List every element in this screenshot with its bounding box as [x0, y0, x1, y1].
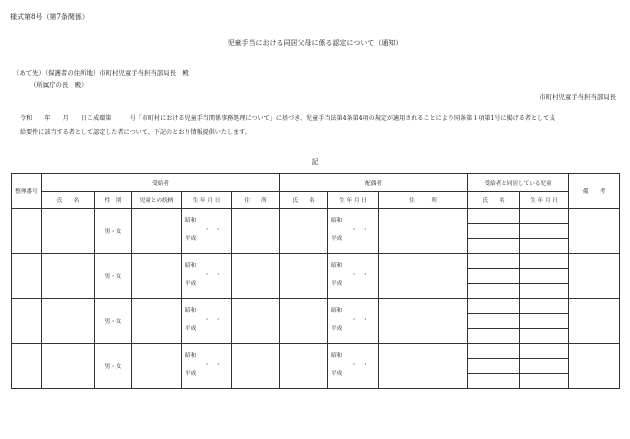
child-birthdate-cell[interactable] [520, 344, 569, 359]
recipient-form-table [11, 173, 620, 389]
date-separator: ・ ・ [351, 361, 369, 368]
child-birthdate-cell[interactable] [520, 329, 569, 344]
date-separator: ・ ・ [204, 361, 221, 368]
era-heisei-label: 平成 [185, 236, 197, 243]
header-child-name: 氏 名 [468, 192, 520, 209]
remarks-cell[interactable] [569, 209, 620, 254]
recipient-relation-cell[interactable] [132, 299, 182, 344]
child-name-cell[interactable] [468, 224, 520, 239]
recipient-birthdate-cell[interactable] [182, 254, 232, 299]
era-showa-label: 昭和 [185, 218, 197, 225]
date-separator: ・ ・ [204, 226, 221, 233]
recipient-sex-cell[interactable]: 男・女 [95, 209, 132, 254]
table-row [12, 209, 620, 224]
child-birthdate-cell[interactable] [520, 284, 569, 299]
era-heisei-label: 平成 [185, 326, 197, 333]
date-separator: ・ ・ [204, 316, 221, 323]
era-heisei-label: 平成 [331, 326, 343, 333]
spouse-name-cell[interactable] [280, 299, 328, 344]
era-showa-label: 昭和 [185, 263, 197, 270]
child-name-cell[interactable] [468, 359, 520, 374]
date-separator: ・ ・ [351, 271, 369, 278]
recipient-sex-cell[interactable]: 男・女 [95, 254, 132, 299]
spouse-birthdate-cell[interactable] [328, 299, 379, 344]
child-name-cell[interactable] [468, 329, 520, 344]
child-birthdate-cell[interactable] [520, 254, 569, 269]
recipient-name-cell[interactable] [42, 344, 95, 389]
spouse-birthdate-cell[interactable] [328, 254, 379, 299]
header-seiri-number: 整理番号 [12, 174, 42, 209]
date-separator: ・ ・ [351, 316, 369, 323]
table-header-row-1 [12, 174, 620, 192]
spouse-birthdate-cell[interactable] [328, 344, 379, 389]
child-birthdate-cell[interactable] [520, 314, 569, 329]
child-name-cell[interactable] [468, 239, 520, 254]
era-showa-label: 昭和 [331, 353, 343, 360]
spouse-address-cell[interactable] [379, 299, 468, 344]
header-recipient-relation: 児童との続柄 [132, 192, 182, 209]
header-child-birthdate: 生 年 月 日 [520, 192, 569, 209]
recipient-birthdate-cell[interactable] [182, 344, 232, 389]
header-spouse-group: 配偶者 [280, 174, 468, 192]
child-birthdate-cell[interactable] [520, 299, 569, 314]
header-remarks: 備 考 [569, 174, 620, 209]
recipient-relation-cell[interactable] [132, 209, 182, 254]
recipient-address-cell[interactable] [232, 254, 280, 299]
spouse-address-cell[interactable] [379, 209, 468, 254]
date-separator: ・ ・ [351, 226, 369, 233]
addressee-alt-line: （所属庁の長 殿） [30, 81, 88, 89]
era-heisei-label: 平成 [185, 281, 197, 288]
ki-label: 記 [311, 158, 319, 166]
spouse-name-cell[interactable] [280, 254, 328, 299]
child-birthdate-cell[interactable] [520, 209, 569, 224]
spouse-birthdate-cell[interactable] [328, 209, 379, 254]
header-spouse-name: 氏 名 [280, 192, 328, 209]
header-recipient-name: 氏 名 [42, 192, 95, 209]
header-child-group: 受給者と同居している児童 [468, 174, 569, 192]
era-heisei-label: 平成 [331, 236, 343, 243]
era-heisei-label: 平成 [185, 371, 197, 378]
header-spouse-birthdate: 生 年 月 日 [328, 192, 379, 209]
table-row [12, 344, 620, 359]
remarks-cell[interactable] [569, 344, 620, 389]
seiri-number-cell[interactable] [12, 254, 42, 299]
seiri-number-cell[interactable] [12, 209, 42, 254]
era-heisei-label: 平成 [331, 281, 343, 288]
era-heisei-label: 平成 [331, 371, 343, 378]
seiri-number-cell[interactable] [12, 344, 42, 389]
child-name-cell[interactable] [468, 254, 520, 269]
header-recipient-address: 住 所 [232, 192, 280, 209]
header-recipient-group: 受給者 [42, 174, 280, 192]
recipient-relation-cell[interactable] [132, 254, 182, 299]
header-recipient-birthdate: 生 年 月 日 [182, 192, 232, 209]
recipient-sex-cell[interactable]: 男・女 [95, 344, 132, 389]
addressee-line: （あて先）（保護者の住所地）市町村児童手当担当部局長 殿 [13, 69, 189, 77]
child-name-cell[interactable] [468, 284, 520, 299]
recipient-birthdate-cell[interactable] [182, 209, 232, 254]
child-birthdate-cell[interactable] [520, 374, 569, 389]
child-birthdate-cell[interactable] [520, 269, 569, 284]
era-showa-label: 昭和 [331, 263, 343, 270]
recipient-relation-cell[interactable] [132, 344, 182, 389]
sender-line: 市町村児童手当担当部局長 [539, 93, 616, 101]
recipient-name-cell[interactable] [42, 299, 95, 344]
recipient-sex-cell[interactable]: 男・女 [95, 299, 132, 344]
child-birthdate-cell[interactable] [520, 359, 569, 374]
document-title: 児童手当における同居父母に係る認定について（通知） [227, 39, 403, 47]
era-showa-label: 昭和 [185, 308, 197, 315]
era-showa-label: 昭和 [331, 218, 343, 225]
recipient-address-cell[interactable] [232, 299, 280, 344]
recipient-address-cell[interactable] [232, 209, 280, 254]
spouse-address-cell[interactable] [379, 344, 468, 389]
child-name-cell[interactable] [468, 299, 520, 314]
seiri-number-cell[interactable] [12, 299, 42, 344]
header-recipient-sex: 性 別 [95, 192, 132, 209]
child-birthdate-cell[interactable] [520, 239, 569, 254]
remarks-cell[interactable] [569, 299, 620, 344]
table-header-row-2 [12, 192, 620, 209]
spouse-address-cell[interactable] [379, 254, 468, 299]
table-row [12, 299, 620, 314]
child-name-cell[interactable] [468, 314, 520, 329]
header-spouse-address: 住 所 [379, 192, 468, 209]
recipient-name-cell[interactable] [42, 209, 95, 254]
recipient-birthdate-cell[interactable] [182, 299, 232, 344]
recipient-name-cell[interactable] [42, 254, 95, 299]
child-name-cell[interactable] [468, 269, 520, 284]
child-name-cell[interactable] [468, 374, 520, 389]
remarks-cell[interactable] [569, 254, 620, 299]
era-showa-label: 昭和 [331, 308, 343, 315]
child-name-cell[interactable] [468, 344, 520, 359]
body-text-line-2: 給要件に該当する者として認定した者について、下記のとおり情報提供いたします。 [20, 129, 251, 136]
spouse-name-cell[interactable] [280, 209, 328, 254]
era-showa-label: 昭和 [185, 353, 197, 360]
recipient-address-cell[interactable] [232, 344, 280, 389]
form-number-label: 様式第8号（第7条関係） [10, 13, 89, 21]
child-name-cell[interactable] [468, 209, 520, 224]
date-separator: ・ ・ [204, 271, 221, 278]
spouse-name-cell[interactable] [280, 344, 328, 389]
body-text-line-1: 令和 年 月 日こ成環第 号「市町村における児童手当関係事務処理について」に基づき、児童手当法第4条第4項の規定が適用されることにより同条第１項第1号に掲げる者として支 [20, 115, 556, 122]
child-birthdate-cell[interactable] [520, 224, 569, 239]
table-row [12, 254, 620, 269]
